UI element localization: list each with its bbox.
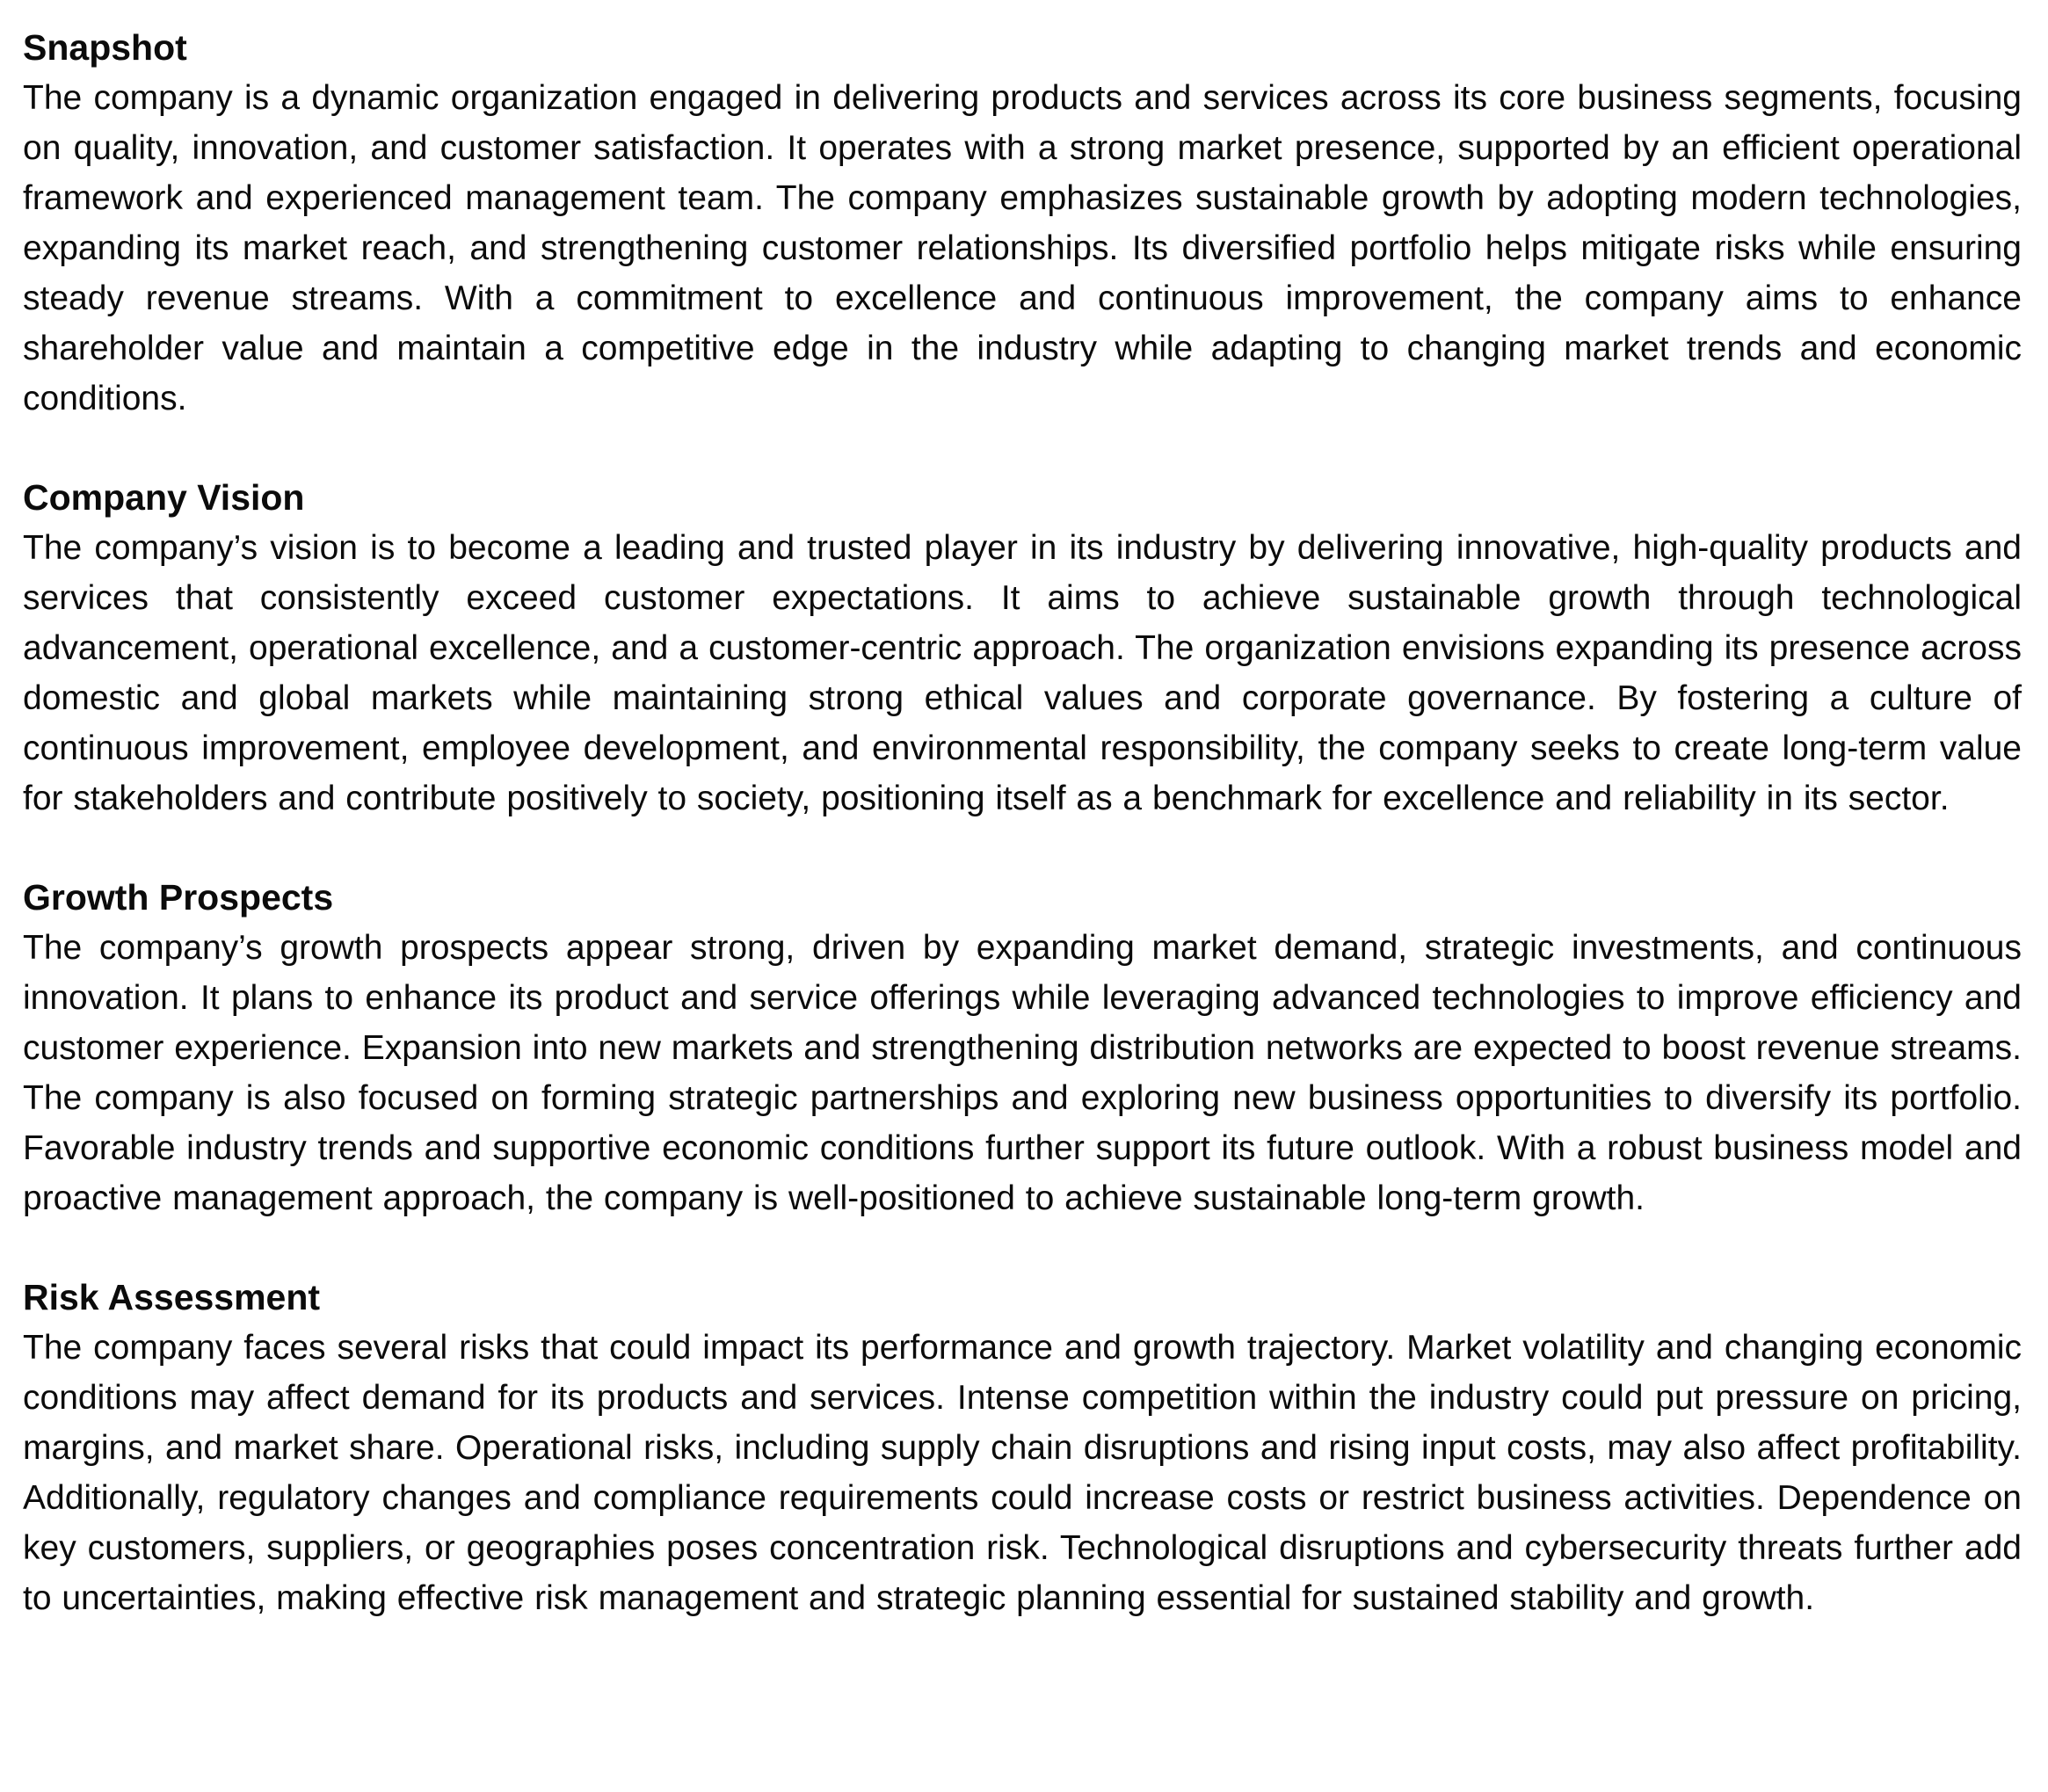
section-company-vision [23, 473, 2022, 823]
section-risk-assessment-body: The company faces several risks that could impact its performance and growth trajectory. Market volatility and changing economic conditions may affect demand for its products and services. Intense competition within the industry could put pressure on pricing, margins, and market share. Operational risks, including supply chain disruptions and rising input costs, may also affect profitability. Additionally, regulatory changes and compliance requirements could increase costs or restrict business activities. Dependence on key customers, suppliers, or geographies poses concentration risk. Technological disruptions and cybersecurity threats further add to uncertainties, making effective risk management and strategic planning essential for sustained stability and growth. [23, 1329, 2022, 1617]
section-company-vision-heading: Company Vision [23, 477, 305, 518]
section-growth-prospects-body: The company’s growth prospects appear strong, driven by expanding market demand, strategic investments, and continuous innovation. It plans to enhance its product and service offerings while leveraging advanced technologies to improve efficiency and customer experience. Expansion into new markets and strengthening distribution networks are expected to boost revenue streams. The company is also focused on forming strategic partnerships and exploring new business opportunities to diversify its portfolio. Favorable industry trends and supportive economic conditions further support its future outlook. With a robust business model and proactive management approach, the company is well-positioned to achieve sustainable long-term growth. [23, 929, 2022, 1217]
section-company-vision-body: The company’s vision is to become a leading and trusted player in its industry by delivering innovative, high-quality products and services that consistently exceed customer expectations. It aims to achieve sustainable growth through technological advancement, operational excellence, and a customer-centric approach. The organization envisions expanding its presence across domestic and global markets while maintaining strong ethical values and corporate governance. By fostering a culture of continuous improvement, employee development, and environmental responsibility, the company seeks to create long-term value for stakeholders and contribute positively to society, positioning itself as a benchmark for excellence and reliability in its sector. [23, 529, 2022, 817]
section-snapshot-heading: Snapshot [23, 27, 187, 68]
section-growth-prospects [23, 873, 2022, 1223]
section-risk-assessment-heading: Risk Assessment [23, 1277, 321, 1317]
section-snapshot-body: The company is a dynamic organization engaged in delivering products and services across its core business segments, focusing on quality, innovation, and customer satisfaction. It operates with a strong market presence, supported by an efficient operational framework and experienced management team. The company emphasizes sustainable growth by adopting modern technologies, expanding its market reach, and strengthening customer relationships. Its diversified portfolio helps mitigate risks while ensuring steady revenue streams. With a commitment to excellence and continuous improvement, the company aims to enhance shareholder value and maintain a competitive edge in the industry while adapting to changing market trends and economic conditions. [23, 79, 2022, 417]
section-growth-prospects-heading: Growth Prospects [23, 877, 334, 918]
section-snapshot [23, 23, 2022, 424]
section-risk-assessment [23, 1273, 2022, 1623]
